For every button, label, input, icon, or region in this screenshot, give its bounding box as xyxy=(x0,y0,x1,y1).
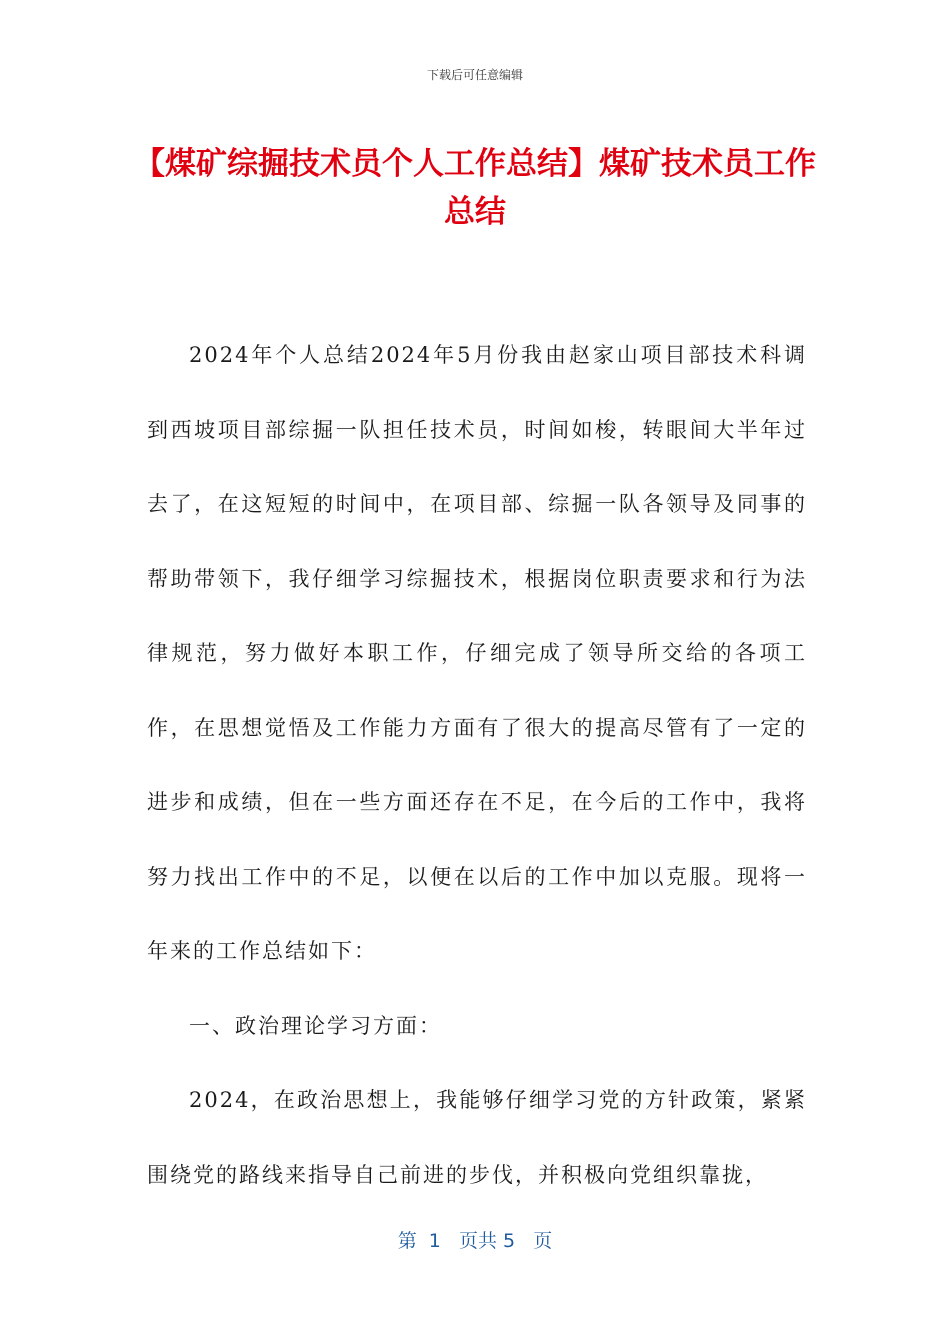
page-number-footer: 第 1 页共 5 页 xyxy=(397,1230,553,1252)
section-heading-political-study: 一、政治理论学习方面： xyxy=(189,1013,442,1038)
paragraph-intro: 2024年个人总结2024年5月份我由赵家山项目部技术科调到西坡项目部综掘一队担任技术员，时间如梭，转眼间大半年过去了，在这短短的时间中，在项目部、综掘一队各领导及同事的帮助带领下，我仔细学习综掘技术，根据岗位职责要求和行为法律规范，努力做好本职工作，仔细完成了领导所交给的各项工作，在思想觉悟及工作能力方面有了很大的提高尽管有了一定的进步和成绩，但在一些方面还存在不足，在今后的工作中，我将努力找出工作中的不足，以便在以后的工作中加以克服。现将一年来的工作总结如下： xyxy=(147,343,807,963)
document-body xyxy=(147,318,807,1212)
header-note: 下载后可任意编辑 xyxy=(426,68,523,82)
document-title: 【煤矿综掘技术员个人工作总结】煤矿技术员工作总结 xyxy=(134,146,816,230)
paragraph-political-study: 2024，在政治思想上，我能够仔细学习党的方针政策，紧紧围绕党的路线来指导自己前进的步伐，并积极向党组织靠拢， xyxy=(147,1088,807,1187)
